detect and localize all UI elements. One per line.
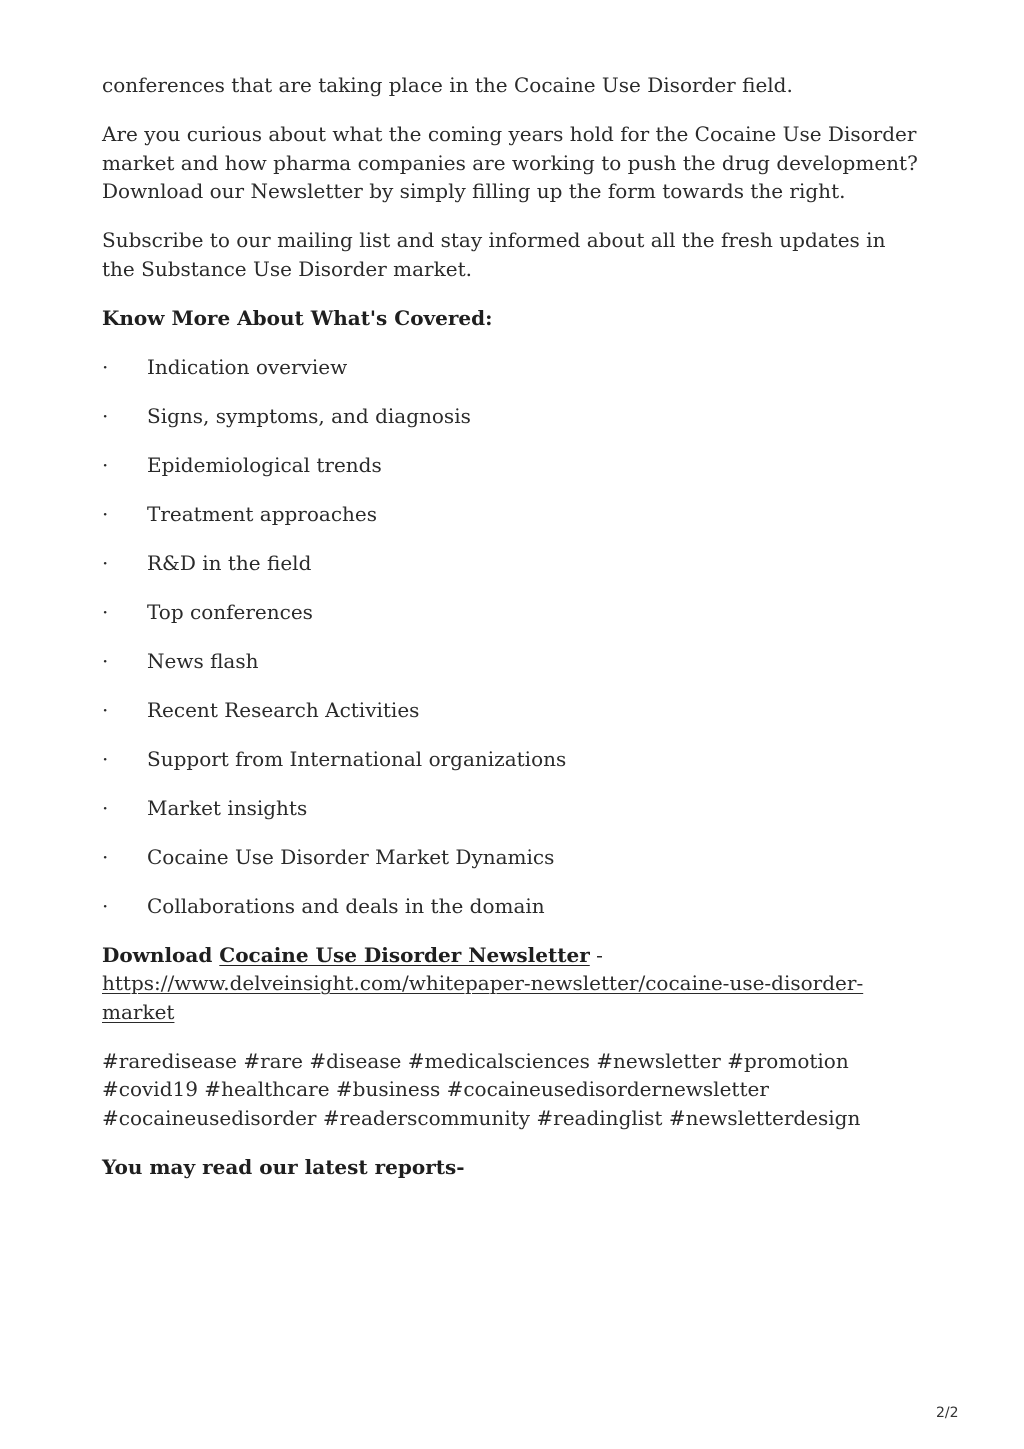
bullet-icon: ·: [102, 697, 109, 722]
list-item-label: Epidemiological trends: [147, 452, 382, 477]
download-paragraph: [102, 941, 922, 1027]
list-item-label: R&D in the field: [147, 550, 312, 575]
newsletter-invite-paragraph: Are you curious about what the coming years hold for the Cocaine Use Disorder market and how pharma companies are working to push the drug development? Download our Newsletter by simply filling up the form towards the right.: [102, 122, 918, 203]
list-item: [102, 843, 922, 872]
list-item: [102, 794, 922, 823]
list-item: [102, 745, 922, 774]
list-item-label: News flash: [147, 648, 259, 673]
list-item-label: Signs, symptoms, and diagnosis: [147, 403, 471, 428]
bullet-icon: ·: [102, 795, 109, 820]
list-item-label: Treatment approaches: [147, 501, 378, 526]
bullet-icon: ·: [102, 599, 109, 624]
list-item-label: Support from International organizations: [147, 746, 567, 771]
list-item-label: Top conferences: [147, 599, 313, 624]
list-item: [102, 598, 922, 627]
list-item: [102, 647, 922, 676]
intro-paragraph-continued: conferences that are taking place in the Cocaine Use Disorder field.: [102, 73, 793, 97]
list-item-label: Market insights: [147, 795, 308, 820]
download-prefix: Download: [102, 942, 220, 967]
list-item-label: Indication overview: [147, 354, 348, 379]
list-item: [102, 500, 922, 529]
covered-heading: Know More About What's Covered:: [102, 305, 493, 330]
bullet-icon: ·: [102, 403, 109, 428]
bullet-icon: ·: [102, 354, 109, 379]
list-item: [102, 451, 922, 480]
bullet-icon: ·: [102, 648, 109, 673]
list-item: [102, 402, 922, 431]
subscribe-paragraph: Subscribe to our mailing list and stay informed about all the fresh updates in the Substance Use Disorder market.: [102, 228, 886, 281]
newsletter-url-link[interactable]: https://www.delveinsight.com/whitepaper-newsletter/cocaine-use-disorder-market: [102, 971, 864, 1024]
list-item-label: Collaborations and deals in the domain: [147, 893, 545, 918]
bullet-icon: ·: [102, 550, 109, 575]
list-item: [102, 892, 922, 921]
bullet-icon: ·: [102, 893, 109, 918]
download-separator: -: [589, 942, 603, 967]
hashtags-paragraph: #raredisease #rare #disease #medicalsciences #newsletter #promotion #covid19 #healthcare #business #cocaineusedisordernewsletter #cocaineusedisorder #readerscommunity #readinglist #newsletterdesign: [102, 1048, 861, 1130]
covered-list: [102, 353, 922, 921]
bullet-icon: ·: [102, 452, 109, 477]
list-item: [102, 549, 922, 578]
document-body: [102, 71, 922, 1202]
bullet-icon: ·: [102, 746, 109, 771]
bullet-icon: ·: [102, 501, 109, 526]
list-item: [102, 696, 922, 725]
list-item-label: Cocaine Use Disorder Market Dynamics: [147, 844, 555, 869]
page-number: 2/2: [936, 1405, 959, 1421]
list-item: [102, 353, 922, 382]
latest-reports-heading: You may read our latest reports-: [102, 1154, 465, 1179]
list-item-label: Recent Research Activities: [147, 697, 420, 722]
newsletter-link[interactable]: Cocaine Use Disorder Newsletter: [219, 942, 590, 967]
bullet-icon: ·: [102, 844, 109, 869]
